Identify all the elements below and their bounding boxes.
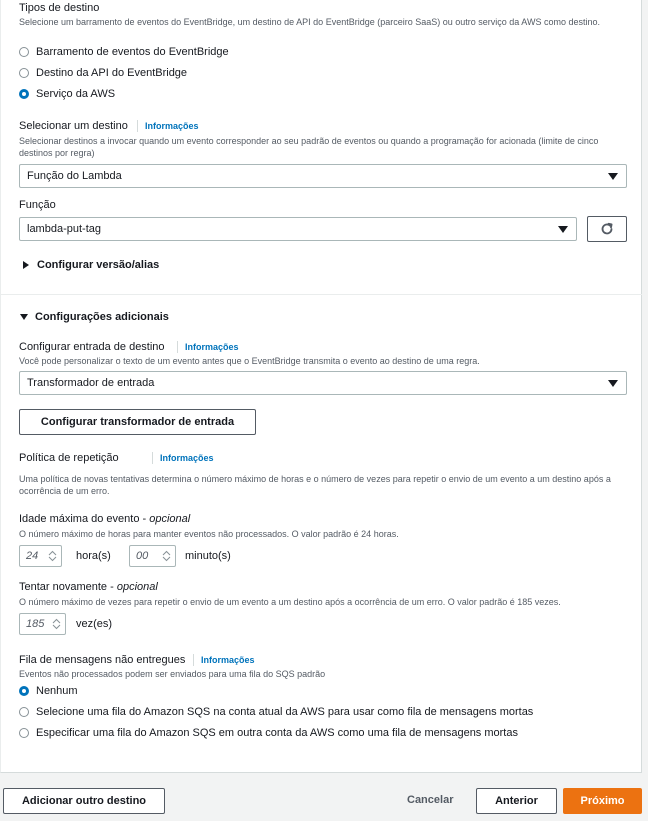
target-input-select[interactable] — [19, 371, 627, 395]
target-types-heading: Tipos de destino — [19, 2, 100, 14]
divider — [193, 654, 194, 666]
retry-policy-description: Uma política de novas tentativas determina o número máximo de horas e o número de vezes para repetir o envio de um evento a um destino após a ocorrência de um erro. — [19, 474, 611, 496]
radio-label: Especificar uma fila do Amazon SQS em outra conta da AWS como uma fila de mensagens mortas — [36, 727, 518, 739]
cancel-button[interactable]: Cancelar — [407, 794, 454, 806]
retry-policy-label: Política de repetição — [19, 452, 119, 464]
hours-value: 24 — [26, 550, 39, 562]
radio-dlq-other-account[interactable] — [19, 727, 518, 739]
radio-button-selected[interactable] — [19, 686, 29, 696]
caret-down-icon — [608, 380, 618, 387]
select-target-label: Selecionar um destino — [19, 120, 128, 132]
radio-button[interactable] — [19, 47, 29, 57]
hours-unit: hora(s) — [76, 550, 111, 562]
function-select[interactable] — [19, 217, 577, 241]
radio-dlq-none[interactable] — [19, 685, 78, 697]
divider — [177, 341, 178, 353]
max-age-description: O número máximo de horas para manter eventos não processados. O valor padrão é 24 horas. — [19, 529, 399, 539]
radio-api-destination[interactable] — [19, 67, 187, 79]
spinner-icon[interactable] — [52, 618, 61, 630]
select-target-info-link[interactable]: Informações — [145, 121, 199, 131]
radio-button-selected[interactable] — [19, 89, 29, 99]
divider — [137, 120, 138, 132]
version-alias-label: Configurar versão/alias — [37, 259, 160, 271]
radio-label: Destino da API do EventBridge — [36, 67, 188, 79]
target-input-description: Você pode personalizar o texto de um evento antes que o EventBridge transmita o evento ao destino de uma regra. — [19, 356, 480, 366]
optional-tag: opcional — [116, 581, 158, 593]
minutes-value: 00 — [136, 550, 149, 562]
spinner-icon[interactable] — [162, 550, 171, 562]
radio-dlq-current-account[interactable] — [19, 706, 533, 718]
radio-label: Selecione uma fila do Amazon SQS na conta atual da AWS para usar como fila de mensagens mortas — [36, 706, 534, 718]
dlq-info-link[interactable]: Informações — [201, 655, 255, 665]
radio-label: Nenhum — [36, 685, 78, 697]
retry-attempts-label: Tentar novamente - opcional — [19, 581, 158, 593]
retry-attempts-label-text: Tentar novamente — [19, 581, 108, 593]
caret-down-icon — [558, 226, 568, 233]
target-types-description: Selecione um barramento de eventos do EventBridge, um destino de API do EventBridge (parceiro SaaS) ou outro serviço da AWS como destino. — [19, 17, 600, 27]
radio-button[interactable] — [19, 728, 29, 738]
target-input-select-value: Transformador de entrada — [27, 377, 155, 389]
dlq-description: Eventos não processados podem ser enviados para uma fila do SQS padrão — [19, 669, 326, 679]
hours-input[interactable] — [19, 545, 62, 567]
minutes-input[interactable] — [129, 545, 176, 567]
configure-input-transformer-button[interactable]: Configurar transformador de entrada — [19, 409, 256, 435]
function-label: Função — [19, 199, 56, 211]
refresh-icon — [600, 222, 614, 236]
target-input-info-link[interactable]: Informações — [185, 342, 239, 352]
additional-settings-label: Configurações adicionais — [35, 311, 169, 323]
radio-label: Barramento de eventos do EventBridge — [36, 46, 229, 58]
spinner-icon[interactable] — [48, 550, 57, 562]
retry-attempts-description: O número máximo de vezes para repetir o envio de um evento a um destino após a ocorrência de um erro. O valor padrão é 185 vezes. — [19, 597, 561, 607]
radio-button[interactable] — [19, 707, 29, 717]
refresh-button[interactable] — [587, 216, 627, 242]
function-select-value: lambda-put-tag — [27, 223, 101, 235]
minutes-unit: minuto(s) — [185, 550, 231, 562]
section-divider — [1, 294, 642, 295]
version-alias-expander[interactable] — [23, 259, 159, 271]
select-target-description: Selecionar destinos a invocar quando um evento corresponder ao seu padrão de eventos ou quando a programação for acionada (limite de cinco destinos por regra) — [19, 136, 599, 158]
retry-policy-info-link[interactable]: Informações — [160, 453, 214, 463]
dlq-label: Fila de mensagens não entregues — [19, 654, 186, 666]
retry-attempts-value: 185 — [26, 618, 45, 630]
radio-button[interactable] — [19, 68, 29, 78]
previous-button[interactable]: Anterior — [476, 788, 557, 814]
radio-aws-service[interactable] — [19, 88, 115, 100]
optional-tag: opcional — [149, 513, 191, 525]
target-select-value: Função do Lambda — [27, 170, 122, 182]
max-age-label-text: Idade máxima do evento — [19, 513, 140, 525]
additional-settings-expander[interactable] — [20, 311, 169, 323]
caret-right-icon — [23, 261, 29, 269]
next-button[interactable]: Próximo — [563, 788, 642, 814]
max-age-label: Idade máxima do evento - opcional — [19, 513, 191, 525]
retry-attempts-unit: vez(es) — [76, 618, 113, 630]
radio-eventbridge-bus[interactable] — [19, 46, 229, 58]
add-another-target-button[interactable]: Adicionar outro destino — [3, 788, 165, 814]
retry-attempts-input[interactable] — [19, 613, 66, 635]
target-input-label: Configurar entrada de destino — [19, 341, 165, 353]
target-select[interactable] — [19, 164, 627, 188]
divider — [152, 452, 153, 464]
caret-down-icon — [608, 173, 618, 180]
caret-down-icon — [20, 314, 28, 320]
radio-label: Serviço da AWS — [36, 88, 116, 100]
